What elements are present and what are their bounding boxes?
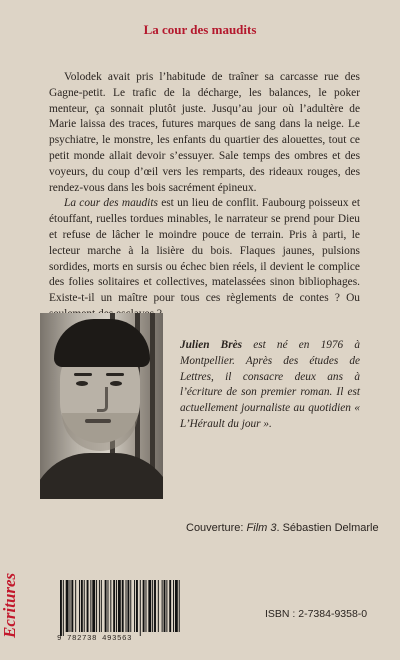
blurb-paragraph-1: Volodek avait pris l’habitude de traîner sa carcasse rue des Gagne-petit. Le trafic de la décharge, les balances, le poker menteur, ça sonnait plutôt juste. Jusqu’au jour où l’adultère de Marie laissa des traces, futures marques de sang dans la neige. Le psychiatre, le monstre, les enfants du quartier des alouettes, tout ce petit monde allait devoir s’essuyer. Sale temps des ombres et des voyeurs, du coup d’œil vers les remparts, des rideaux rouges, des rendez-vous dans les bois sacrément épineux. xyxy=(49,71,360,194)
author-photo xyxy=(40,313,163,499)
cover-credit-artist: . Sébastien Delmarle xyxy=(276,522,379,534)
author-name: Julien Brès xyxy=(180,339,243,351)
barcode xyxy=(57,580,182,636)
cover-credit xyxy=(186,522,379,534)
publisher-logo-text: Ecritures xyxy=(0,572,19,638)
publisher-logo xyxy=(0,540,22,640)
cover-credit-film: Film 3 xyxy=(246,522,277,534)
barcode-digits: 9 782738 493563 xyxy=(57,635,133,643)
blurb-book-title: La cour des maudits xyxy=(64,197,158,210)
back-cover-blurb xyxy=(49,70,360,323)
blurb-paragraph-2-text: est un lieu de conflit. Faubourg poisseux et étouffant, ruelles tordues minables, le narrateur se prend pour Dieu et refuse de lâcher le moindre pouce de terrain. Pris à parti, le lecteur marche à la lisière du bois. Flaques jaunes, pulsions sordides, morts en sursis ou échec bien réels, il devient le complice des folies solitaires et collectives, matelassées sinon bibliophages. Existe-t-il un maître pour tous ces règlements de contes ? Ou xyxy=(49,197,360,305)
isbn: ISBN : 2-7384-9358-0 xyxy=(265,608,368,620)
cover-credit-prefix: Couverture: xyxy=(186,522,247,534)
author-bio-text: est né en 1976 à Montpellier. Après des études de Lettres, il consacre deux ans à l’écriture de son premier roman. Il est actuellement journaliste au quotidien « L’Hérault du jour ». xyxy=(180,339,361,430)
book-title: La cour des maudits xyxy=(143,22,257,37)
blurb-paragraph-2 xyxy=(49,196,360,322)
author-bio xyxy=(180,338,360,433)
